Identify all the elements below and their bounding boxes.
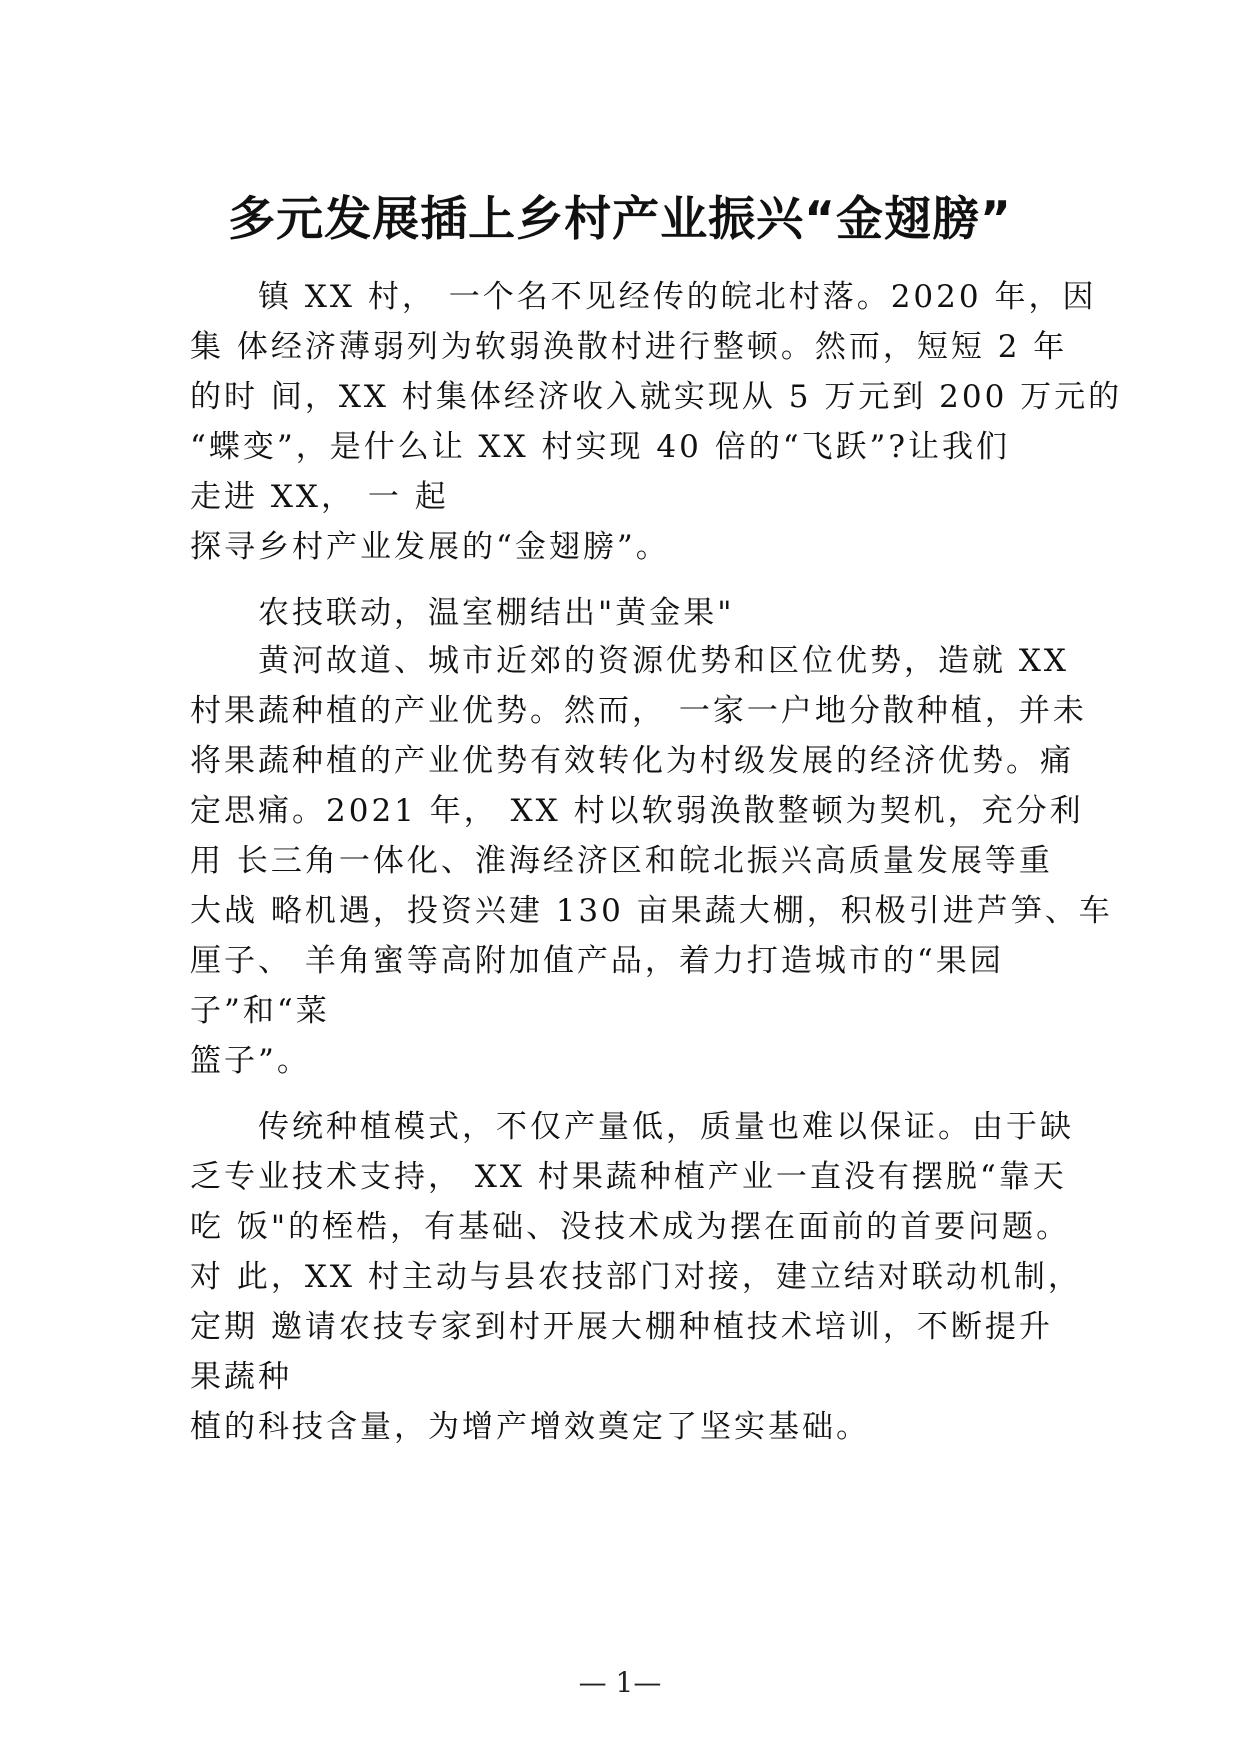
paragraph-3-line-1: 传统种植模式，不仅产量低，质量也难以保证。由于缺 <box>258 1109 1074 1145</box>
paragraph-3-line-6: 果蔬种 <box>190 1359 292 1395</box>
paragraph-2-line-7: 厘子、 羊角蜜等高附加值产品，着力打造城市的“果园 <box>190 943 1004 979</box>
paragraph-3-line-5: 定期 邀请农技专家到村开展大棚种植技术培训，不断提升 <box>190 1309 1053 1345</box>
paragraph-1-line-3: 的时 间，XX 村集体经济收入就实现从 5 万元到 200 万元的 <box>190 379 1123 415</box>
paragraph-2-line-9: 篮子”。 <box>190 1043 311 1079</box>
paragraph-3-line-4: 对 此，XX 村主动与县农技部门对接，建立结对联动机制， <box>190 1259 1082 1295</box>
paragraph-2-line-1: 黄河故道、城市近郊的资源优势和区位优势，造就 XX <box>258 643 1069 679</box>
paragraph-2-line-5: 用 长三角一体化、淮海经济区和皖北振兴高质量发展等重 <box>190 843 1053 879</box>
paragraph-2-line-3: 将果蔬种植的产业优势有效转化为村级发展的经济优势。痛 <box>190 743 1074 779</box>
paragraph-3-line-3: 吃 饭"的桎梏，有基础、没技术成为摆在面前的首要问题。 <box>190 1209 1071 1245</box>
paragraph-1-line-5: 走进 XX， 一 起 <box>190 479 449 515</box>
paragraph-1-line-4: “蝶变”，是什么让 XX 村实现 40 倍的“飞跃”?让我们 <box>190 429 1011 465</box>
section-heading: 农技联动，温室棚结出"黄金果" <box>258 595 735 631</box>
page-number: — 1— <box>578 1666 662 1699</box>
paragraph-2-line-4: 定思痛。2021 年， XX 村以软弱涣散整顿为契机，充分利 <box>190 793 1084 829</box>
paragraph-1-line-2: 集 体经济薄弱列为软弱涣散村进行整顿。然而，短短 2 年 <box>190 329 1068 365</box>
paragraph-2-line-2: 村果蔬种植的产业优势。然而， 一家一户地分散种植，并未 <box>190 693 1087 729</box>
paragraph-2-line-8: 子”和“菜 <box>190 993 330 1029</box>
document-title: 多元发展插上乡村产业振兴“金翅膀” <box>228 192 1012 247</box>
paragraph-3-line-2: 乏专业技术支持， XX 村果蔬种植产业一直没有摆脱“靠天 <box>190 1159 1067 1195</box>
paragraph-2-line-6: 大战 略机遇，投资兴建 130 亩果蔬大棚，积极引进芦笋、车 <box>190 893 1113 929</box>
paragraph-1-line-6: 探寻乡村产业发展的“金翅膀”。 <box>190 529 670 565</box>
paragraph-1-line-1: 镇 XX 村， 一个名不见经传的皖北村落。2020 年，因 <box>258 279 1097 315</box>
paragraph-3-line-7: 植的科技含量，为增产增效奠定了坚实基础。 <box>190 1409 870 1445</box>
